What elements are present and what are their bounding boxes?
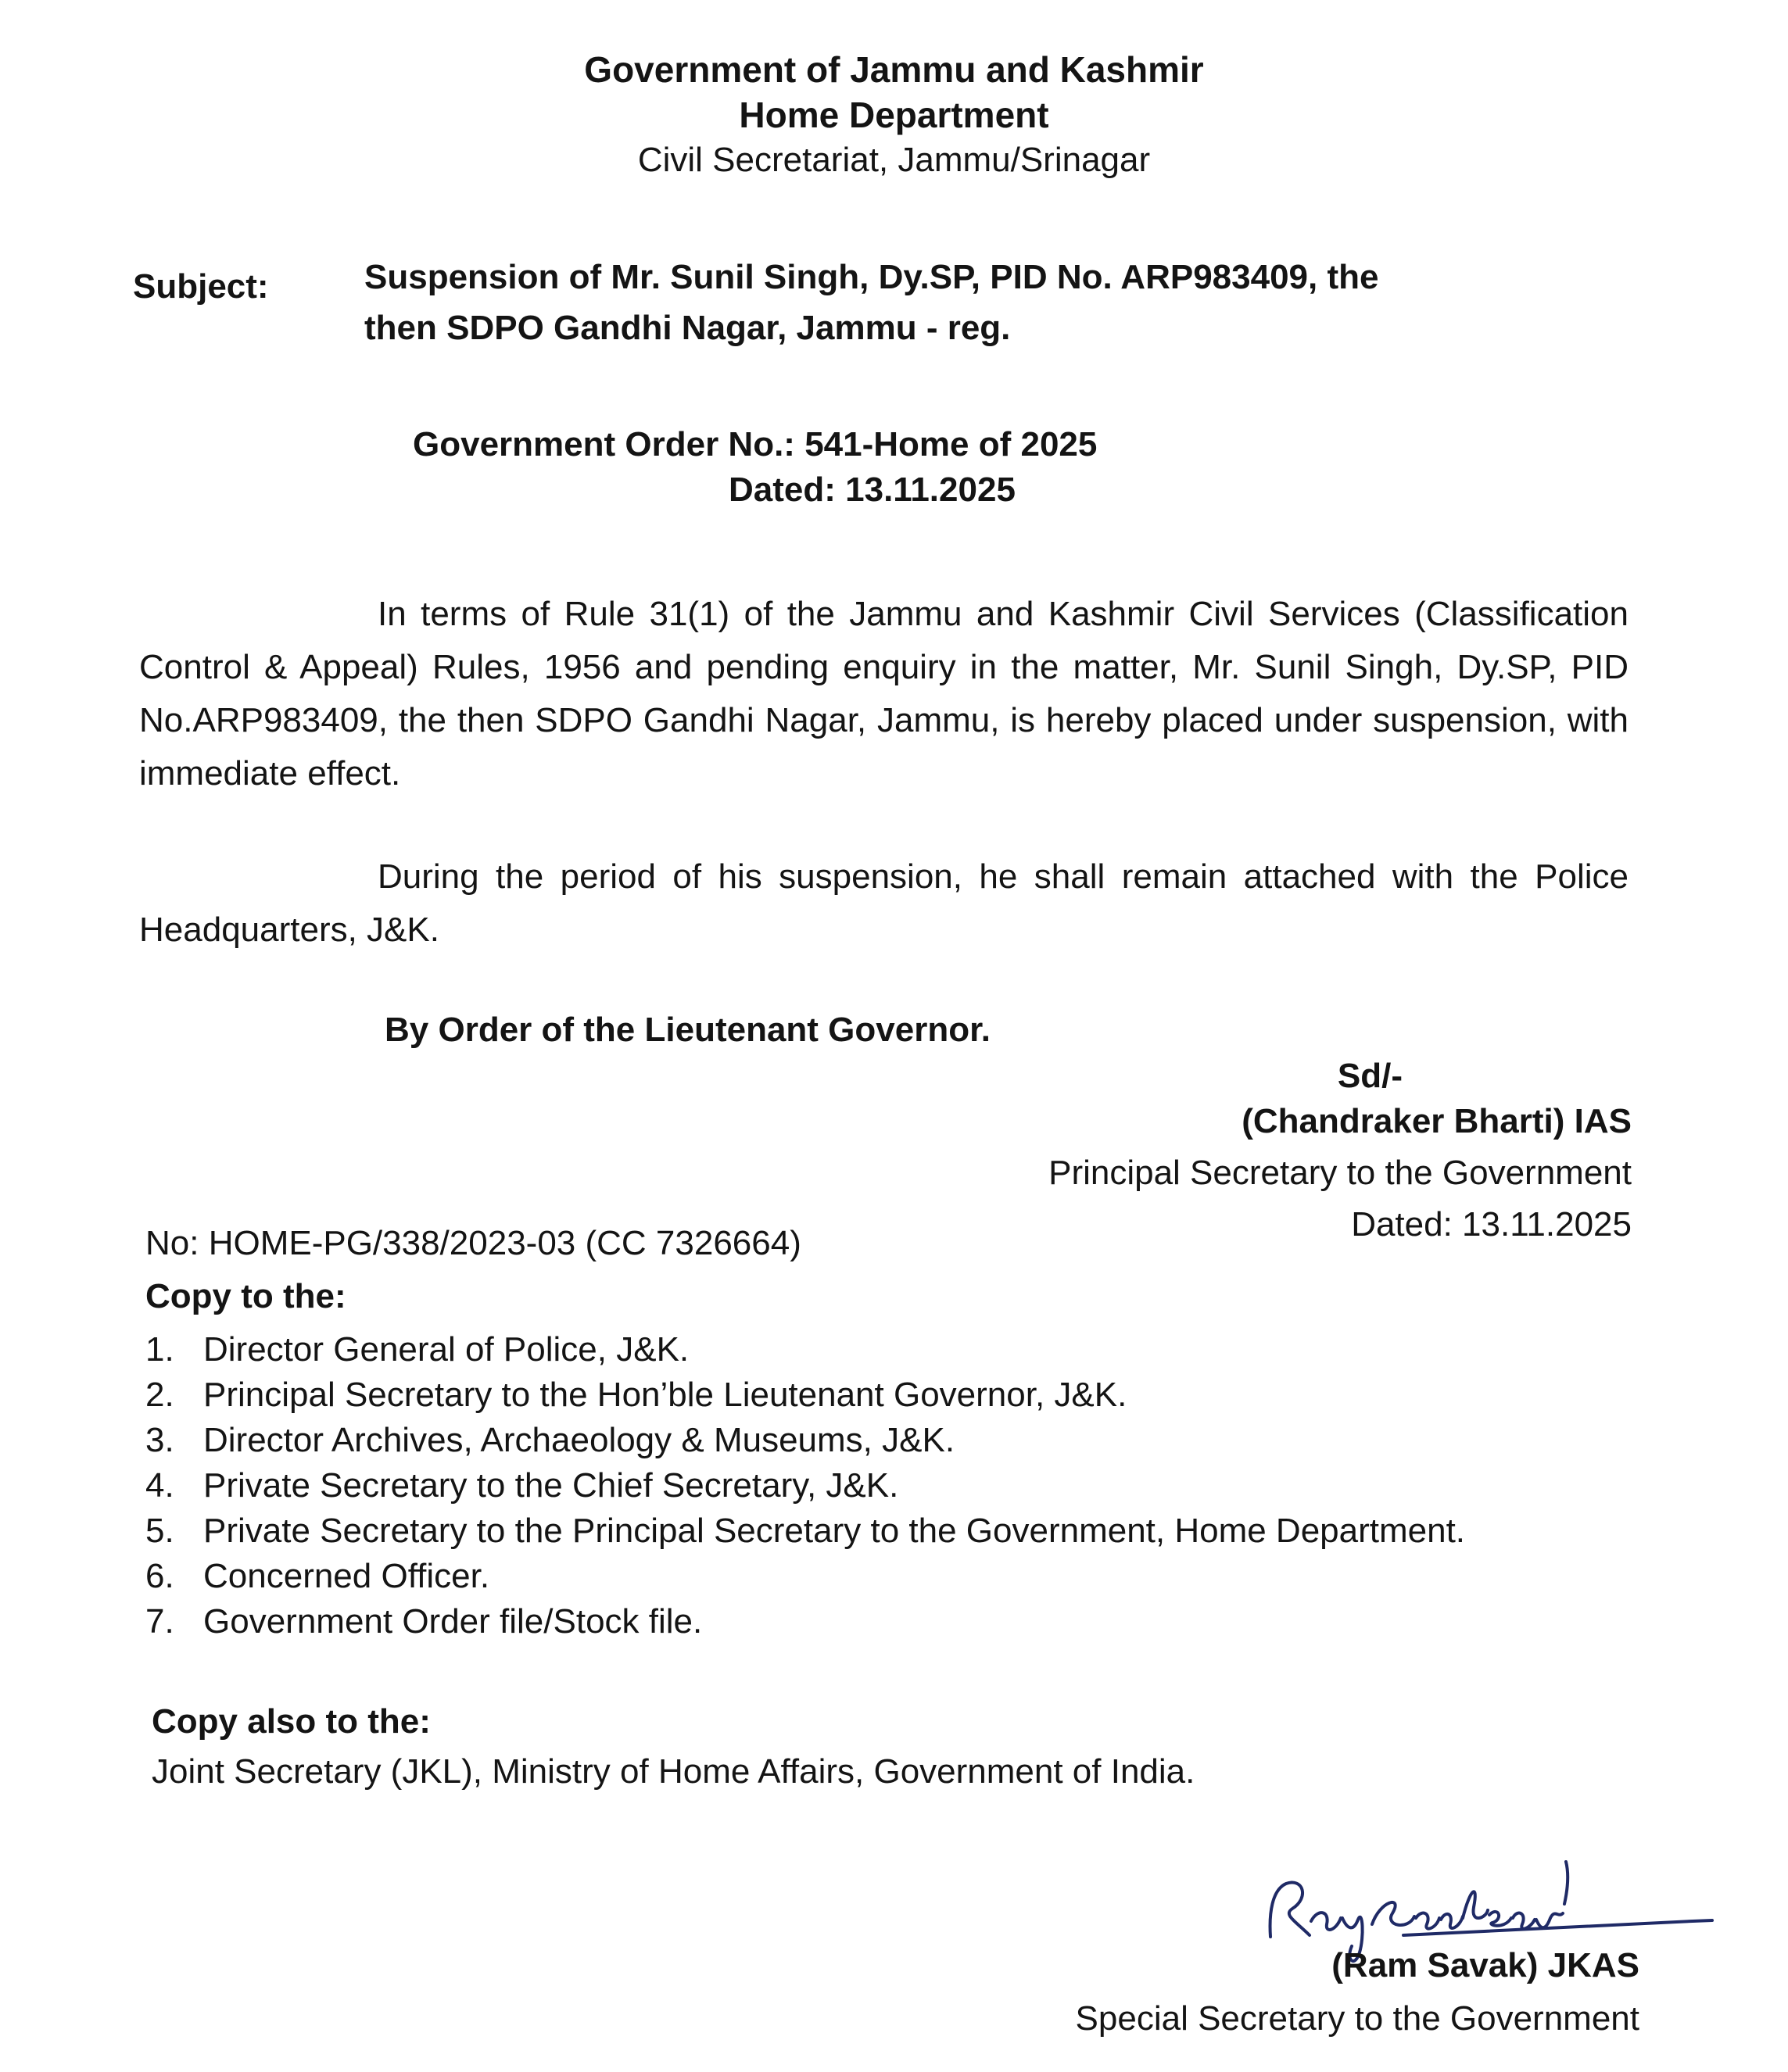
- copy-to-item-text: Principal Secretary to the Hon’ble Lieutenant Governor, J&K.: [203, 1376, 1127, 1414]
- attestation-name: (Ram Savak) JKAS: [1331, 1946, 1639, 1984]
- signatory-designation: Principal Secretary to the Government: [1048, 1154, 1632, 1192]
- copy-to-item-text: Director Archives, Archaeology & Museums, J&K.: [203, 1421, 955, 1459]
- signatory-dated: Dated: 13.11.2025: [1351, 1205, 1632, 1244]
- subject-line-1: Suspension of Mr. Sunil Singh, Dy.SP, PID No. ARP983409, the: [364, 258, 1379, 296]
- copy-to-item: [145, 1466, 898, 1505]
- header-government: Government of Jammu and Kashmir: [584, 49, 1204, 90]
- attestation-designation: Special Secretary to the Government: [1075, 1999, 1639, 2038]
- subject-label: Subject:: [133, 267, 269, 306]
- signatory-name: (Chandraker Bharti) IAS: [1242, 1102, 1632, 1140]
- copy-to-item-number: 1.: [145, 1330, 174, 1369]
- paragraph-attachment-text: During the period of his suspension, he shall remain attached with the Police Headquarters, J&K.: [139, 857, 1629, 949]
- copy-also-heading: Copy also to the:: [152, 1702, 431, 1741]
- copy-to-item: [145, 1376, 1127, 1415]
- copy-to-item-text: Concerned Officer.: [203, 1557, 490, 1595]
- copy-to-item-number: 7.: [145, 1602, 174, 1641]
- copy-to-item: [145, 1512, 1465, 1551]
- copy-to-item-text: Director General of Police, J&K.: [203, 1330, 690, 1369]
- copy-to-heading: Copy to the:: [145, 1277, 346, 1315]
- copy-to-item-text: Government Order file/Stock file.: [203, 1602, 703, 1641]
- copy-to-item-number: 2.: [145, 1376, 174, 1414]
- copy-to-item-text: Private Secretary to the Principal Secretary to the Government, Home Department.: [203, 1512, 1466, 1550]
- copy-to-item-number: 5.: [145, 1512, 174, 1550]
- authority-line: By Order of the Lieutenant Governor.: [385, 1011, 991, 1049]
- paragraph-attachment: [139, 850, 1629, 957]
- copy-to-item-number: 3.: [145, 1421, 174, 1459]
- order-dated: Dated: 13.11.2025: [729, 471, 1016, 509]
- signatory-sd: Sd/-: [1337, 1057, 1403, 1095]
- copy-also-text: Joint Secretary (JKL), Ministry of Home Affairs, Government of India.: [152, 1752, 1195, 1791]
- paragraph-suspension-text: In terms of Rule 31(1) of the Jammu and Kashmir Civil Services (Classification Control & Appeal) Rules, 1956 and pending enquiry in the matter, Mr. Sunil Singh, Dy.SP, PID No.ARP983409, the then SDPO Gandhi Nagar, Jammu, is hereby placed under suspension, with immediate effect.: [139, 595, 1629, 793]
- copy-to-item: [145, 1602, 702, 1641]
- copy-to-item: [145, 1421, 955, 1460]
- copy-to-item: [145, 1330, 689, 1369]
- copy-to-item: [145, 1557, 489, 1596]
- copy-to-item-number: 6.: [145, 1557, 174, 1595]
- header-address: Civil Secretariat, Jammu/Srinagar: [637, 141, 1151, 179]
- paragraph-suspension: [139, 588, 1629, 800]
- copy-to-item-text: Private Secretary to the Chief Secretary, J&K.: [203, 1466, 899, 1505]
- order-number: Government Order No.: 541-Home of 2025: [413, 425, 1098, 463]
- subject-line-2: then SDPO Gandhi Nagar, Jammu - reg.: [364, 309, 1011, 347]
- reference-number: No: HOME-PG/338/2023-03 (CC 7326664): [145, 1224, 801, 1262]
- copy-to-item-number: 4.: [145, 1466, 174, 1505]
- header-department: Home Department: [739, 95, 1049, 135]
